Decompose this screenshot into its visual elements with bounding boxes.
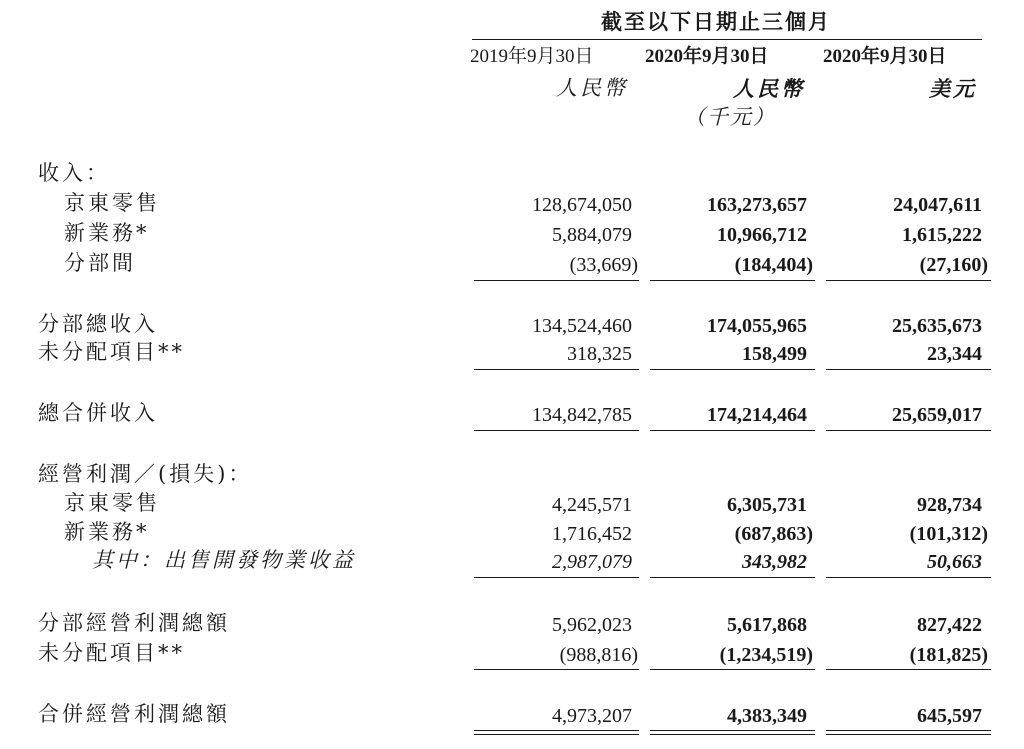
consolidated-operating-value: 4,973,207 [552,705,632,727]
subtotal-rule [650,280,815,281]
operating-row-value: (687,863) [734,523,813,545]
operating-row-value: (101,312) [909,523,988,545]
double-total-rule [650,730,815,731]
segment-operating-value: 5,962,023 [552,614,632,636]
double-total-rule [650,734,815,735]
currency-col-2: 人民幣 [733,76,805,101]
consolidated-revenue-value: 134,842,785 [532,404,632,426]
operating-row-label: 其中：出售開發物業收益 [92,548,356,572]
unallocated-value: (181,825) [909,644,988,666]
unit-label: （千元） [684,105,776,129]
date-col-3: 2020年9月30日 [823,46,947,67]
revenue-row-value: 163,273,657 [707,194,807,216]
segment-revenue-value: 134,524,460 [532,315,632,337]
subtotal-rule [474,669,639,670]
subtotal-rule [826,669,991,670]
revenue-row-value: (33,669) [569,254,638,276]
currency-col-3: 美元 [929,76,977,101]
operating-row-value: 343,982 [742,551,807,573]
total-rule [474,430,639,431]
revenue-title: 收入： [38,161,110,185]
consolidated-operating-label: 合併經營利潤總額 [38,702,230,726]
consolidated-revenue-value: 25,659,017 [892,404,982,426]
unallocated-label: 未分配項目** [38,641,185,665]
subtotal-rule [474,369,639,370]
total-rule [650,430,815,431]
double-total-rule [474,730,639,731]
unallocated-value: 158,499 [742,343,807,365]
operating-row-value: 4,245,571 [552,494,632,516]
period-header: 截至以下日期止三個月 [601,9,831,34]
segment-operating-label: 分部經營利潤總額 [38,611,230,635]
unallocated-value: (988,816) [559,644,638,666]
operating-row-value: 1,716,452 [552,523,632,545]
subtotal-rule [826,280,991,281]
currency-col-1: 人民幣 [556,76,628,100]
revenue-row-value: 128,674,050 [532,194,632,216]
subtotal-rule [474,577,639,578]
revenue-row-value: 10,966,712 [717,224,807,246]
operating-row-value: 50,663 [927,551,982,573]
unallocated-value: 23,344 [927,343,982,365]
revenue-row-value: (27,160) [919,254,988,276]
total-rule [826,430,991,431]
operating-row-value: 2,987,079 [552,551,632,573]
segment-revenue-value: 25,635,673 [892,315,982,337]
segment-revenue-label: 分部總收入 [38,312,158,336]
revenue-row-label: 新業務* [64,221,150,245]
operating-row-value: 6,305,731 [727,494,807,516]
operating-row-label: 新業務* [64,520,150,544]
unallocated-value: (1,234,519) [719,644,813,666]
consolidated-revenue-label: 總合併收入 [38,401,158,425]
consolidated-operating-value: 645,597 [917,705,982,727]
unallocated-label: 未分配項目** [38,340,185,364]
double-total-rule [474,734,639,735]
revenue-row-value: 1,615,222 [902,224,982,246]
revenue-row-value: 5,884,079 [552,224,632,246]
double-total-rule [826,734,991,735]
subtotal-rule [650,577,815,578]
header-rule [472,39,982,40]
operating-row-value: 928,734 [917,494,982,516]
date-col-2: 2020年9月30日 [645,46,769,67]
subtotal-rule [650,369,815,370]
operating-row-label: 京東零售 [64,491,160,515]
subtotal-rule [826,369,991,370]
revenue-row-value: 24,047,611 [893,194,982,216]
consolidated-revenue-value: 174,214,464 [707,404,807,426]
unallocated-value: 318,325 [567,343,632,365]
double-total-rule [826,730,991,731]
operating-title: 經營利潤／(損失)： [38,462,253,486]
revenue-row-label: 分部間 [64,251,136,275]
segment-operating-value: 827,422 [917,614,982,636]
subtotal-rule [826,577,991,578]
revenue-row-value: (184,404) [734,254,813,276]
subtotal-rule [650,669,815,670]
revenue-row-label: 京東零售 [64,191,160,215]
segment-operating-value: 5,617,868 [727,614,807,636]
date-col-1: 2019年9月30日 [470,46,594,67]
subtotal-rule [474,280,639,281]
segment-revenue-value: 174,055,965 [707,315,807,337]
consolidated-operating-value: 4,383,349 [727,705,807,727]
